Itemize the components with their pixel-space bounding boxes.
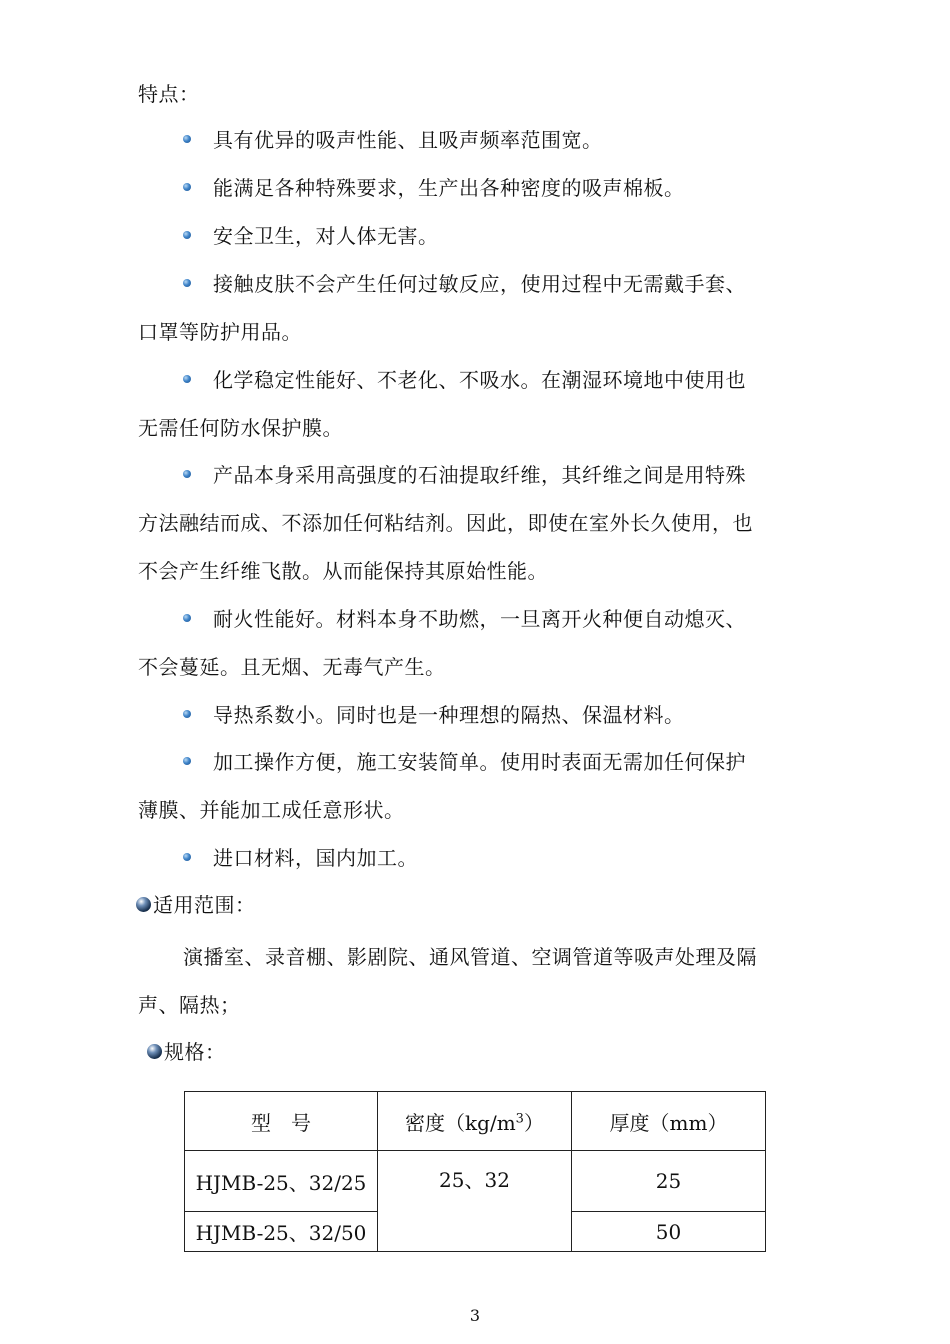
feature-item [183,126,603,154]
table-header-row [185,1092,766,1151]
scope-text: 演播室、录音棚、影剧院、通风管道、空调管道等吸声处理及隔 [183,945,757,969]
feature-text: 安全卫生，对人体无害。 [213,224,439,248]
feature-text: 产品本身采用高强度的石油提取纤维，其纤维之间是用特殊 [213,463,746,487]
feature-item [183,174,685,202]
page-number: 3 [469,1306,481,1325]
feature-text-continued: 方法融结而成、不添加任何粘结剂。因此，即使在室外长久使用，也 [138,511,753,535]
bullet-icon [183,614,191,622]
bullet-icon [183,135,191,143]
feature-item [183,461,746,489]
features-heading: 特点： [138,82,200,106]
feature-item [183,605,746,633]
feature-item [183,270,746,298]
table-row [185,1151,766,1212]
spec-heading-row [147,1038,226,1066]
feature-item [183,748,746,776]
feature-item [183,222,439,250]
feature-text-continued: 不会蔓延。且无烟、无毒气产生。 [138,655,446,679]
feature-text: 能满足各种特殊要求，生产出各种密度的吸声棉板。 [213,176,685,200]
spec-heading: 规格： [164,1040,226,1064]
cell-model: HJMB-25、32/50 [185,1212,378,1252]
feature-text-continued: 不会产生纤维飞散。从而能保持其原始性能。 [138,559,548,583]
header-density: 密度$(kg/m^3)$ [378,1092,572,1151]
feature-item [183,366,746,394]
bullet-icon [183,279,191,287]
scope-text-continued: 声、隔热； [138,993,241,1017]
spec-table [184,1091,766,1252]
bullet-icon [183,470,191,478]
sphere-bullet-icon [136,897,151,912]
feature-text: 加工操作方便，施工安装简单。使用时表面无需加任何保护 [213,750,746,774]
bullet-icon [183,853,191,861]
bullet-icon [183,183,191,191]
header-model: 型 号 [185,1092,378,1151]
cell-thickness: 50 [572,1212,766,1252]
scope-heading: 适用范围： [153,893,256,917]
feature-text: 具有优异的吸声性能、且吸声频率范围宽。 [213,128,603,152]
feature-text-continued: 无需任何防水保护膜。 [138,416,343,440]
bullet-icon [183,375,191,383]
feature-text: 耐火性能好。材料本身不助燃，一旦离开火种便自动熄灭、 [213,607,746,631]
cell-thickness: 25 [572,1151,766,1212]
superscript-three: 3 [515,1110,524,1126]
sphere-bullet-icon [147,1044,162,1059]
header-thickness: 厚度（mm） [572,1092,766,1151]
feature-text: 接触皮肤不会产生任何过敏反应，使用过程中无需戴手套、 [213,272,746,296]
feature-text: 化学稳定性能好、不老化、不吸水。在潮湿环境地中使用也 [213,368,746,392]
cell-density: 25、32 [378,1151,572,1252]
feature-item [183,701,685,729]
scope-heading-row [136,891,256,919]
feature-text: 进口材料，国内加工。 [213,846,418,870]
feature-text-continued: 薄膜、并能加工成任意形状。 [138,798,405,822]
bullet-icon [183,757,191,765]
cell-model: HJMB-25、32/25 [185,1151,378,1212]
bullet-icon [183,710,191,718]
feature-item [183,844,418,872]
bullet-icon [183,231,191,239]
feature-text-continued: 口罩等防护用品。 [138,320,302,344]
feature-text: 导热系数小。同时也是一种理想的隔热、保温材料。 [213,703,685,727]
